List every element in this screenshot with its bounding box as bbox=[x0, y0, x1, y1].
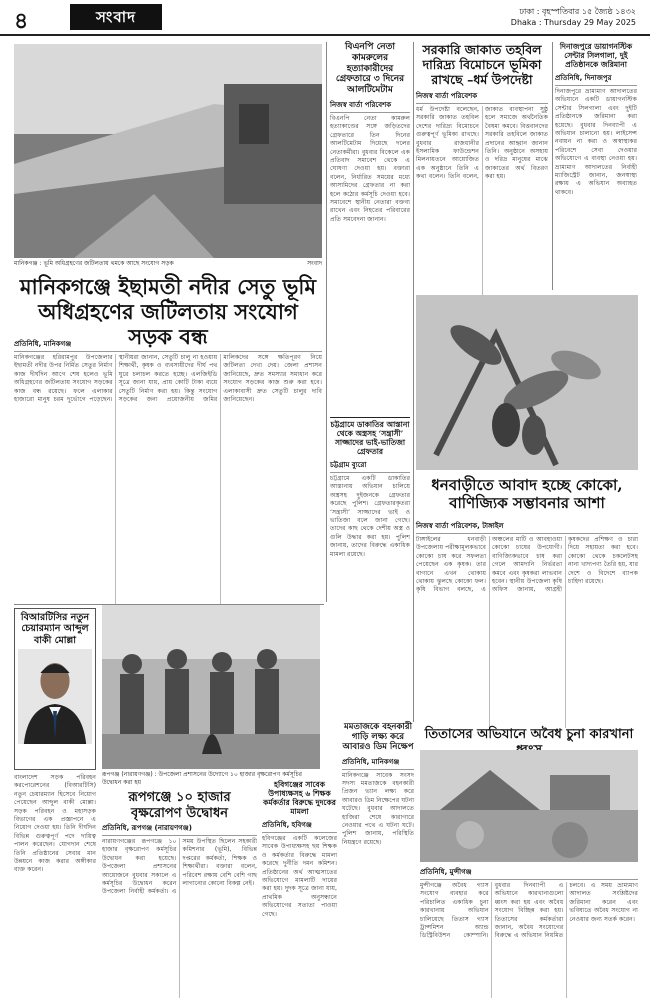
mamata-byline: প্রতিনিধি, মানিকগঞ্জ bbox=[342, 756, 414, 770]
brtc-headline: বিআরটিসির নতুন চেয়ারম্যান আব্দুল বাকী মোল্লা bbox=[20, 612, 90, 646]
titas-article bbox=[420, 866, 638, 994]
cocoa-body: টাঙ্গাইলের ধনবাড়ী উপজেলায় পরীক্ষামূলকভাবে কোকো চাষ করে সফলতা পেয়েছেন এক কৃষক। তার বাগানে এখন থোকায় থোকায় ঝুলছে কোকো ফল। কৃষি বিভাগ বলছে, এ অঞ্চলের মাটি ও আবহাওয়া কোকো চাষের উপযোগী। বাণিজ্যিকভাবে চাষ করা গেলে আমদানি নির্ভরতা কমবে এবং কৃষকরা লাভবান হবেন। স্থানীয় উপজেলা কৃষি অফিস জানায়, আগ্রহী কৃষকদের প্রশিক্ষণ ও চারা দিয়ে সহায়তা করা হবে। কোকো থেকে চকলেটসহ নানা খাদ্যপণ্য তৈরি হয়, যার দেশে ও বিদেশে ব্যাপক চাহিদা রয়েছে। bbox=[416, 536, 638, 594]
zakat-article bbox=[416, 42, 548, 290]
ctg-body: চট্টগ্রামে একটি ডাকাতির আস্তানায় অভিযান চালিয়ে অস্ত্রসহ দুইজনকে গ্রেফতার করেছে পুলিশ। গ্রেফতারকৃতরা ‘সন্ত্রাসী’ সাজ্জাদের ভাই ও ভাতিজা বলে জানা গেছে। তাদের কাছ থেকে দেশীয় অস্ত্র ও গুলি উদ্ধার করা হয়। পুলিশ জানায়, তাদের বিরুদ্ধে একাধিক মামলা রয়েছে। bbox=[330, 475, 410, 558]
column-divider bbox=[326, 42, 327, 602]
date-bengali: ঢাকা : বৃহস্পতিবার ১৫ জ্যৈষ্ঠ ১৪৩২ bbox=[519, 7, 636, 16]
column-divider bbox=[552, 42, 553, 290]
dinajpur-article bbox=[555, 42, 637, 290]
section-rule bbox=[330, 417, 410, 418]
dinajpur-byline: প্রতিনিধি, দিনাজপুর bbox=[555, 72, 637, 86]
zakat-byline: নিজস্ব বার্তা পরিবেশক bbox=[416, 90, 548, 104]
bnp-byline: নিজস্ব বার্তা পরিবেশক bbox=[330, 99, 410, 113]
page-number: ৪ bbox=[14, 9, 29, 34]
section-rule bbox=[14, 604, 324, 605]
dinajpur-body: দিনাজপুরে ভ্রাম্যমাণ আদালতের অভিযানে একটি ডায়াগনস্টিক সেন্টার সিলগালা এবং দুইটি প্রতিষ্ঠানকে জরিমানা করা হয়েছে। বুধবার দিনব্যাপী এ অভিযান চালানো হয়। লাইসেন্স নবায়ন না করা ও অস্বাস্থ্যকর পরিবেশে সেবা দেওয়ার অভিযোগে এ ব্যবস্থা নেওয়া হয়। ভ্রাম্যমাণ আদালতের নির্বাহী ম্যাজিস্ট্রেট জানান, জনস্বাস্থ্য রক্ষায় এ অভিযান অব্যাহত থাকবে। bbox=[555, 88, 637, 196]
date-english: Dhaka : Thursday 29 May 2025 bbox=[510, 18, 636, 27]
tree-caption: রূপগঞ্জ (নারায়ণগঞ্জ) : উপজেলা প্রশাসনের উদ্যোগে ১০ হাজার বৃক্ষরোপণ কর্মসূচির উদ্বোধন করা হয় bbox=[102, 771, 302, 786]
ctg-article bbox=[330, 420, 410, 600]
brtc-portrait bbox=[18, 649, 92, 744]
masthead-logo: সংবাদ bbox=[70, 4, 162, 30]
tree-article bbox=[102, 822, 257, 994]
tree-body: নারায়ণগঞ্জের রূপগঞ্জে ১০ হাজার বৃক্ষরোপণ কর্মসূচির উদ্বোধন করা হয়েছে। উপজেলা প্রশাসনের আয়োজনে বুধবার সকালে এ কর্মসূচির উদ্বোধন করেন উপজেলা নির্বাহী কর্মকর্তা। এ সময় উপস্থিত ছিলেন সহকারী কমিশনার (ভূমি), বিভিন্ন দপ্তরের কর্মকর্তা, শিক্ষক ও শিক্ষার্থীরা। বক্তারা বলেন, পরিবেশ রক্ষায় বেশি বেশি গাছ লাগানোর কোনো বিকল্প নেই। bbox=[102, 838, 257, 896]
bridge-caption-text: মানিকগঞ্জ : ভূমি অধিগ্রহণের জটিলতায় থমকে আছে সংযোগ সড়ক bbox=[14, 260, 174, 267]
bridge-byline: প্রতিনিধি, মানিকগঞ্জ bbox=[14, 338, 322, 352]
ctg-headline: চট্টগ্রামে ডাকাতির আস্তানা থেকে অস্ত্রসহ ‘সন্ত্রাসী’ সাজ্জাদের ভাই-ভাতিজা গ্রেফতার bbox=[330, 420, 410, 456]
mamata-headline: মমতাজকে বহনকারী গাড়ি লক্ষ্য করে আবারও ডিম নিক্ষেপ bbox=[342, 722, 414, 753]
teacher-article bbox=[262, 780, 337, 994]
ctg-byline: চট্টগ্রাম ব্যুরো bbox=[330, 459, 410, 473]
titas-headline: তিতাসের অভিযানে অবৈধ চুনা কারখানা bbox=[424, 727, 634, 742]
cocoa-photo bbox=[416, 295, 638, 470]
brtc-box bbox=[14, 608, 96, 770]
tree-byline: প্রতিনিধি, রূপগঞ্জ (নারায়ণগঞ্জ) bbox=[102, 822, 257, 836]
mamata-body: মানিকগঞ্জে সাবেক সংসদ সদস্য মমতাজকে বহনকারী প্রিজন ভ্যান লক্ষ্য করে আবারও ডিম নিক্ষেপের ঘটনা ঘটেছে। বুধবার আদালতে হাজিরা শেষে কারাগারে নেওয়ার পথে এ ঘটনা ঘটে। পুলিশ জানায়, পরিস্থিতি নিয়ন্ত্রণে রয়েছে। bbox=[342, 771, 414, 846]
titas-byline: প্রতিনিধি, মুন্সীগঞ্জ bbox=[420, 866, 638, 880]
bnp-headline: বিএনপি নেতা কামরুলের হত্যাকারীদের গ্রেফতারে ৩ দিনের আলটিমেটাম bbox=[335, 42, 405, 96]
bridge-headline: মানিকগঞ্জে ইছামতী নদীর সেতু ভূমি অধিগ্রহণের জটিলতায় সংযোগ সড়ক বন্ধ bbox=[19, 274, 317, 350]
bnp-body: বিএনপি নেতা কামরুল হত্যাকাণ্ডের সঙ্গে জড়িতদের গ্রেফতারে তিন দিনের আলটিমেটাম দিয়েছে দলের নেতাকর্মীরা। বুধবার বিকেলে এক প্রতিবাদ সমাবেশ থেকে এ ঘোষণা দেওয়া হয়। বক্তারা বলেন, নির্ধারিত সময়ের মধ্যে আসামিদের গ্রেফতার না করা হলে কঠোর কর্মসূচি দেওয়া হবে। সমাবেশে স্থানীয় নেতারা বক্তব্য রাখেন এবং নিহতের পরিবারের প্রতি সমবেদনা জানান। bbox=[330, 114, 410, 223]
teacher-body: হবিগঞ্জের একটি কলেজের সাবেক উপাধ্যক্ষসহ ছয় শিক্ষক ও কর্মকর্তার বিরুদ্ধে মামলা করেছে দুর্নীতি দমন কমিশন। প্রতিষ্ঠানের অর্থ আত্মসাতের অভিযোগে মামলাটি দায়ের করা হয়। দুদক সূত্রে জানা যায়, প্রাথমিক অনুসন্ধানে অভিযোগের সত্যতা পাওয়া গেছে। bbox=[262, 835, 337, 918]
tree-photo bbox=[102, 604, 320, 769]
teacher-byline: প্রতিনিধি, হবিগঞ্জ bbox=[262, 819, 337, 833]
bridge-photo bbox=[14, 44, 322, 258]
dinajpur-headline: দিনাজপুরে ডায়াগনস্টিক সেন্টার সিলগালা, দুই প্রতিষ্ঠানকে জরিমানা bbox=[559, 42, 633, 69]
teacher-headline: হবিগঞ্জের সাবেক উপাধ্যক্ষসহ ৬ শিক্ষক কর্মকর্তার বিরুদ্ধে দুদকের মামলা bbox=[263, 780, 336, 816]
mamata-article bbox=[342, 722, 414, 994]
brtc-body: বাংলাদেশ সড়ক পরিবহন করপোরেশনের (বিআরটিসি) নতুন চেয়ারম্যান হিসেবে নিয়োগ পেয়েছেন আব্দুল বাকী মোল্লা। সড়ক পরিবহন ও মহাসড়ক বিভাগের এক প্রজ্ঞাপনে এ নিয়োগ দেওয়া হয়। তিনি দীর্ঘদিন বিভিন্ন গুরুত্বপূর্ণ পদে দায়িত্ব পালন করেছেন। যোগদান শেষে তিনি প্রতিষ্ঠানের সেবার মান উন্নয়নে কাজ করার অঙ্গীকার ব্যক্ত করেন। bbox=[14, 774, 96, 874]
column-divider bbox=[413, 42, 414, 722]
tree-headline: রূপগঞ্জে ১০ হাজার বৃক্ষরোপণ উদ্বোধন bbox=[128, 790, 231, 821]
dateline bbox=[511, 6, 636, 28]
zakat-headline: সরকারি জাকাত তহবিল দারিদ্র্য বিমোচনে ভূমিকা রাখছে –ধর্ম উপদেষ্টা bbox=[422, 42, 542, 87]
bridge-article bbox=[14, 338, 322, 603]
bridge-photo-credit: সংবাদ bbox=[307, 260, 322, 267]
bridge-caption bbox=[14, 260, 322, 270]
titas-photo bbox=[420, 750, 638, 862]
zakat-body: ধর্ম উপদেষ্টা বলেছেন, সরকারি জাকাত তহবিল দেশের দারিদ্র্য বিমোচনে গুরুত্বপূর্ণ ভূমিকা রাখছে। বুধবার রাজধানীর ইসলামিক ফাউন্ডেশন মিলনায়তনে আয়োজিত এক অনুষ্ঠানে তিনি এ কথা বলেন। তিনি বলেন, জাকাত ব্যবস্থাপনা সুষ্ঠু হলে সমাজে অর্থনৈতিক বৈষম্য কমবে। বিত্তবানদের সরকারি তহবিলে জাকাত প্রদানের আহ্বান জানান তিনি। অনুষ্ঠানে অসহায় ও দরিদ্র মানুষের মাঝে জাকাতের অর্থ বিতরণ করা হয়। bbox=[416, 106, 548, 181]
titas-body: মুন্সীগঞ্জে অবৈধ গ্যাস সংযোগ ব্যবহার করে পরিচালিত একাধিক চুনা কারখানায় অভিযান চালিয়েছে তিতাস গ্যাস ট্রান্সমিশন অ্যান্ড ডিস্ট্রিবিউশন কোম্পানি। বুধবার দিনব্যাপী এ অভিযানে কারখানাগুলো ধ্বংস করা হয় এবং অবৈধ সংযোগ বিচ্ছিন্ন করা হয়। তিতাসের কর্মকর্তারা জানান, অবৈধ সংযোগের বিরুদ্ধে এ অভিযান নিয়মিত চলবে। এ সময় ভ্রাম্যমাণ আদালত সংশ্লিষ্টদের জরিমানা করেন এবং ভবিষ্যতে অবৈধ সংযোগ না নেওয়ার জন্য সতর্ক করেন। bbox=[420, 882, 638, 940]
bnp-article bbox=[330, 42, 410, 417]
cocoa-headline: ধনবাড়ীতে আবাদ হচ্ছে কোকো, বাণিজ্যিক সম্ভাবনার আশা bbox=[431, 476, 623, 512]
cocoa-byline: নিজস্ব বার্তা পরিবেশক, টাঙ্গাইল bbox=[416, 520, 638, 534]
page-header bbox=[0, 0, 650, 36]
bridge-body: মানিকগঞ্জের হরিরামপুর উপজেলার ইছামতী নদীর উপর নির্মিত সেতুর নির্মাণ কাজ দীর্ঘদিন আগে শেষ হলেও ভূমি অধিগ্রহণের জটিলতায় সংযোগ সড়কের কাজ বন্ধ রয়েছে। ফলে এলাকার হাজারো মানুষ চরম দুর্ভোগে পড়েছেন। স্থানীয়রা জানান, সেতুটি চালু না হওয়ায় শিক্ষার্থী, কৃষক ও ব্যবসায়ীদের দীর্ঘ পথ ঘুরে চলাচল করতে হচ্ছে। এলজিইডি সূত্রে জানা যায়, প্রায় কোটি টাকা ব্যয়ে সেতুটি নির্মাণ করা হয়। কিন্তু সংযোগ সড়কের জন্য প্রয়োজনীয় জমির মালিকদের সঙ্গে ক্ষতিপূরণ নিয়ে জটিলতা দেখা দেয়। জেলা প্রশাসন জানিয়েছে, দ্রুত সমস্যার সমাধান করে সংযোগ সড়কের কাজ শুরু করা হবে। এলাকাবাসী দ্রুত সেতুটি চালুর দাবি জানিয়েছেন। bbox=[14, 354, 322, 404]
cocoa-article bbox=[416, 520, 638, 725]
